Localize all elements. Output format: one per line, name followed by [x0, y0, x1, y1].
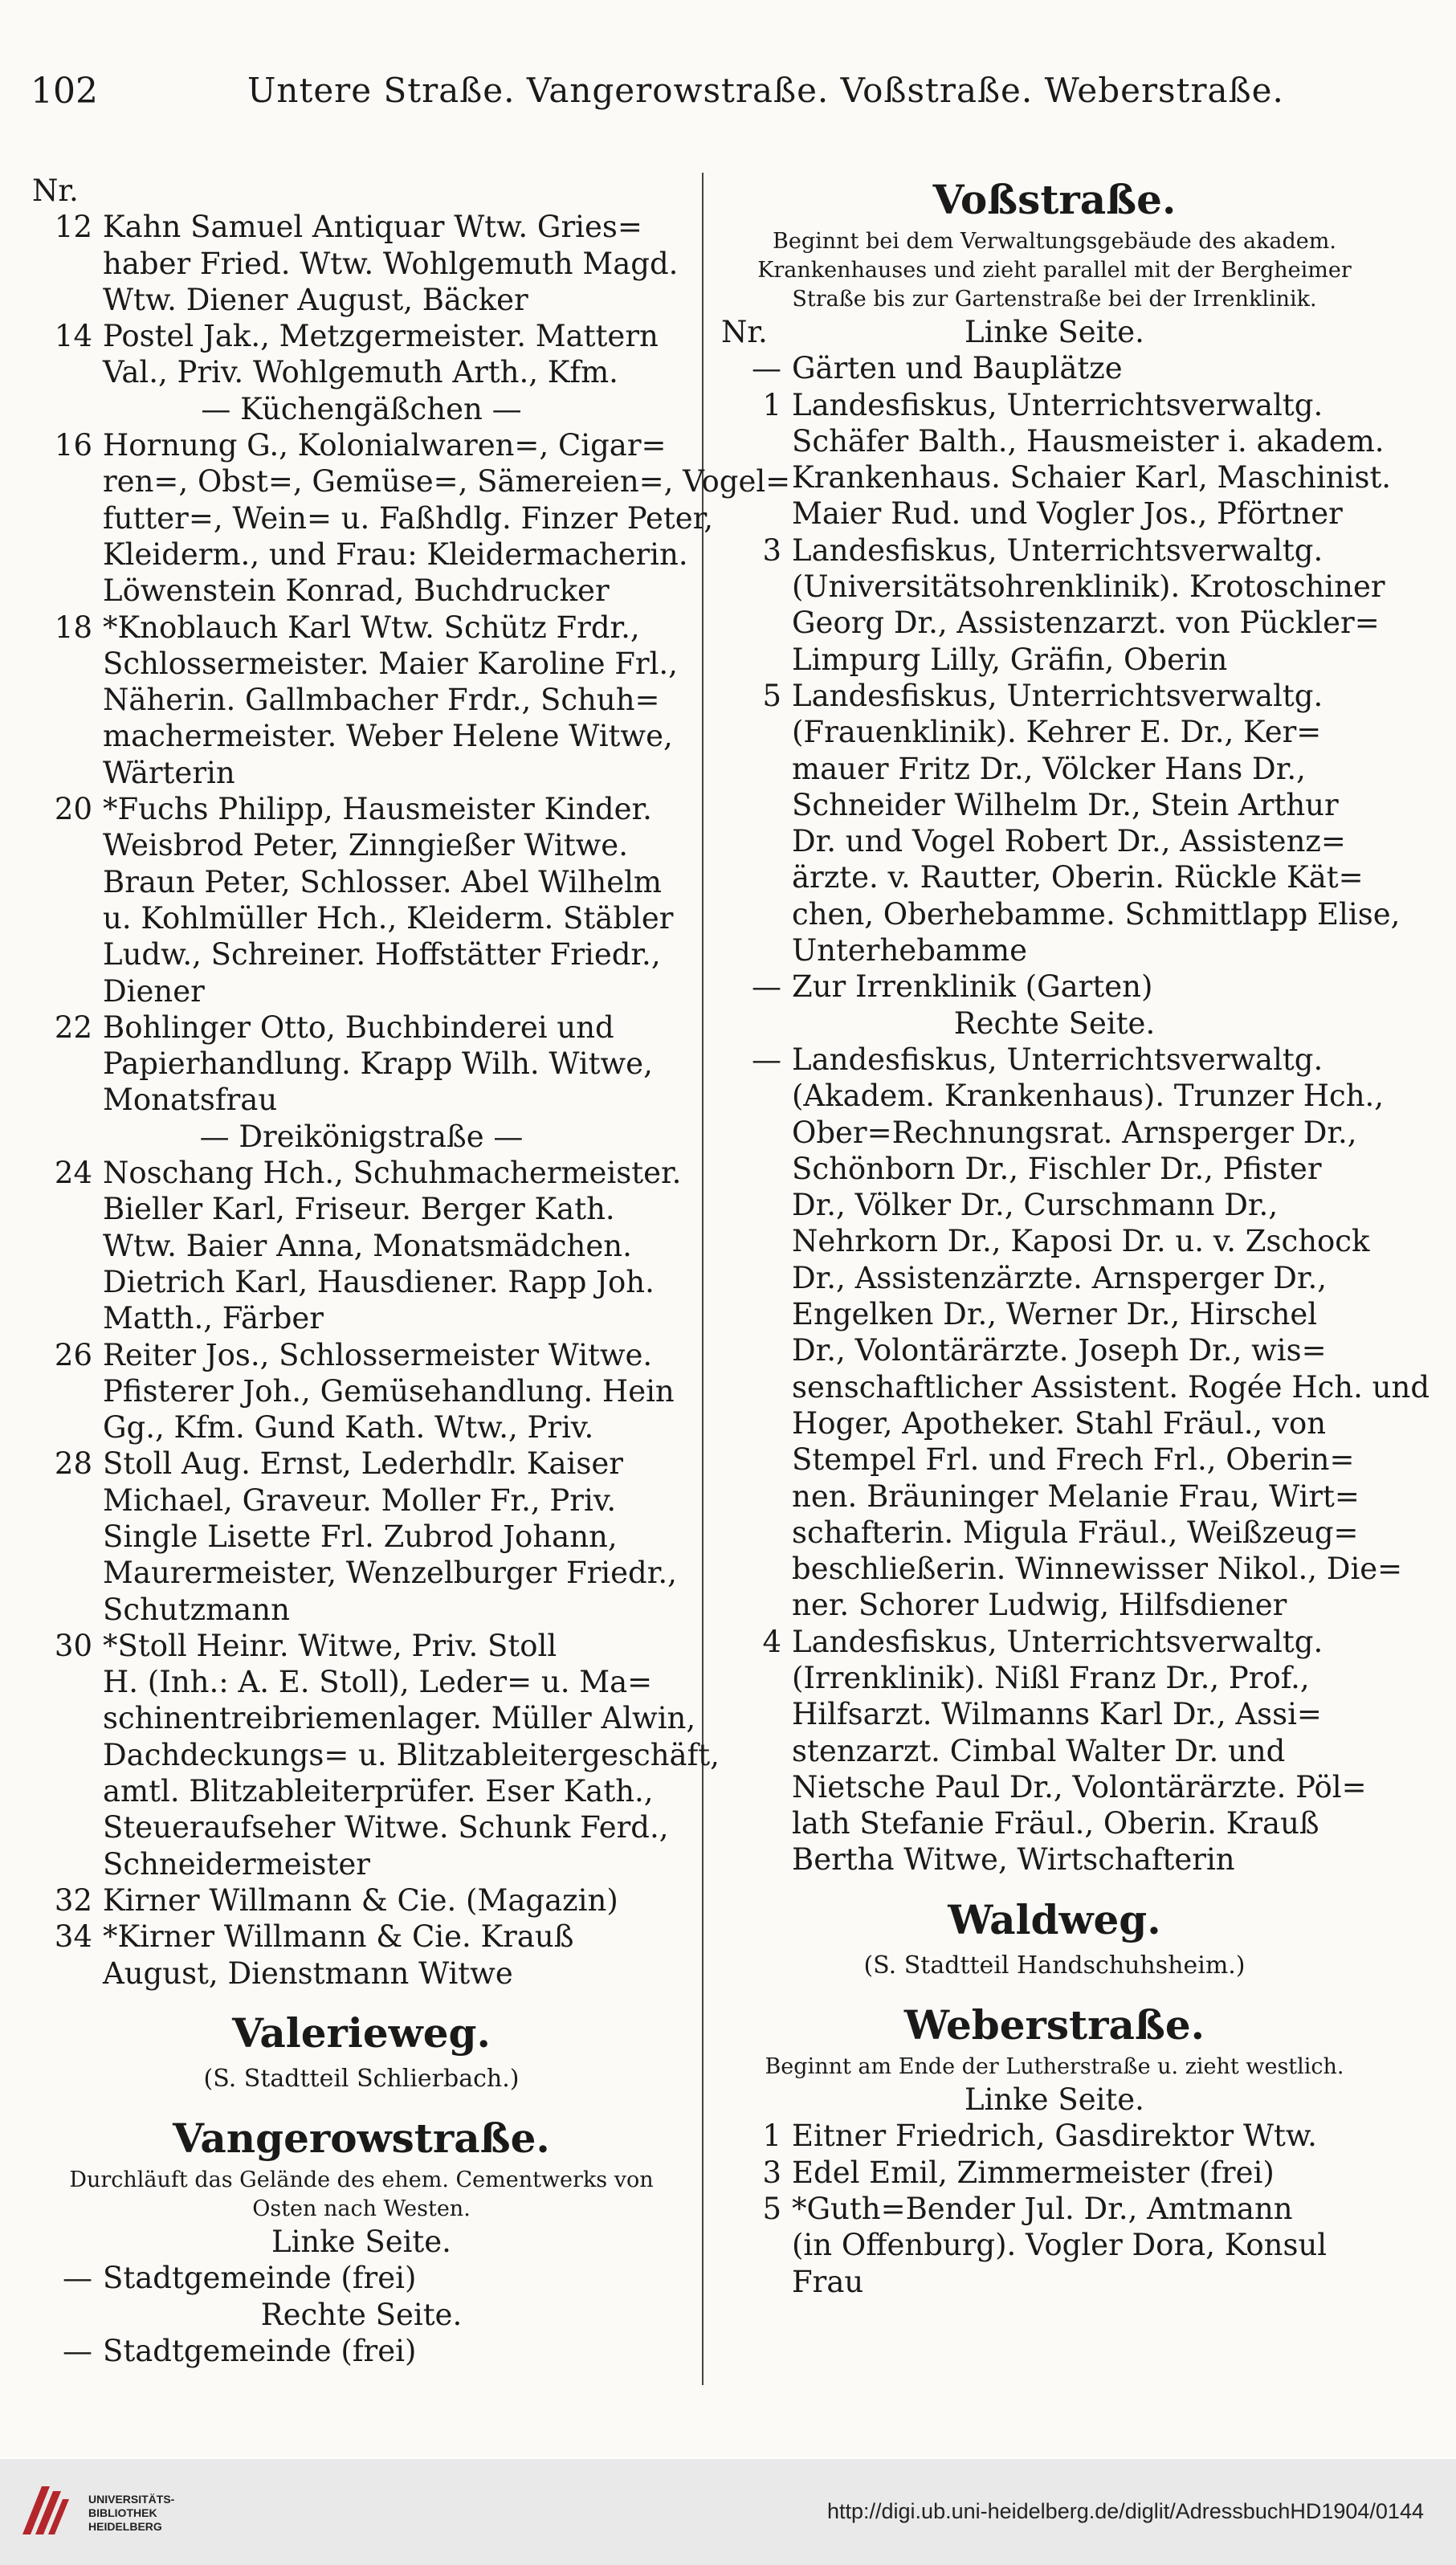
directory-line — [721, 751, 1388, 787]
house-number: 14 — [54, 319, 92, 354]
directory-line — [32, 1628, 691, 1664]
directory-line — [32, 318, 691, 354]
source-url-link[interactable]: http://digi.ub.uni-heidelberg.de/diglit/AdressbuchHD1904/0144 — [826, 2499, 1424, 2523]
entry-text: *Guth=Bender Jul. Dr., Amtmann — [792, 2191, 1293, 2226]
entry-text: schafterin. Migula Fräul., Weißzeug= — [792, 1515, 1359, 1550]
weberstrasse-desc: Beginnt am Ende der Lutherstraße u. zieht westlich. — [765, 2054, 1344, 2080]
house-number: 12 — [54, 210, 92, 245]
directory-line — [32, 1592, 691, 1628]
entry-text: Michael, Graveur. Moller Fr., Priv. — [103, 1482, 617, 1518]
house-number: — — [752, 969, 781, 1005]
weberstrasse-entries — [721, 2118, 1388, 2299]
directory-line — [32, 391, 691, 427]
directory-line — [721, 1769, 1388, 1805]
valerieweg-note: (S. Stadtteil Schlierbach.) — [203, 2064, 520, 2093]
entry-text: Stempel Frl. und Frech Frl., Oberin= — [792, 1442, 1355, 1478]
entry-text: Nietsche Paul Dr., Volontärärzte. Pöl= — [792, 1769, 1367, 1804]
directory-line — [721, 678, 1388, 714]
entry-text: mauer Fritz Dr., Völcker Hans Dr., — [792, 751, 1306, 786]
entry-text: Reiter Jos., Schlossermeister Witwe. — [103, 1337, 653, 1372]
directory-line — [32, 864, 691, 900]
directory-line — [32, 936, 691, 973]
directory-line — [721, 932, 1388, 969]
directory-line — [32, 718, 691, 754]
library-logo-icon — [18, 2481, 74, 2539]
weberstrasse-left-side: Linke Seite. — [965, 2082, 1144, 2118]
entry-text: ren=, Obst=, Gemüse=, Sämereien=, Vogel= — [103, 464, 791, 500]
entry-text: Dr., Völker Dr., Curschmann Dr., — [792, 1188, 1279, 1223]
vangerowstrasse-left-side: Linke Seite. — [271, 2224, 451, 2260]
house-number: 5 — [762, 2191, 781, 2226]
directory-line — [32, 610, 691, 646]
entry-text: Dr., Volontärärzte. Joseph Dr., wis= — [792, 1333, 1327, 1368]
entry-text: Single Lisette Frl. Zubrod Johann, — [103, 1519, 618, 1554]
entry-text: Braun Peter, Schlosser. Abel Wilhelm — [103, 864, 663, 899]
entry-text: Nehrkorn Dr., Kaposi Dr. u. v. Zschock — [792, 1224, 1370, 1259]
entry-text: Landesfiskus, Unterrichtsverwaltg. — [792, 532, 1323, 568]
entry-text: Postel Jak., Metzgermeister. Mattern — [103, 319, 659, 354]
entry-text: nen. Bräuninger Melanie Frau, Wirt= — [792, 1478, 1360, 1514]
entry-text: chen, Oberhebamme. Schmittlapp Elise, — [792, 896, 1401, 932]
directory-line — [32, 536, 691, 573]
directory-line — [721, 387, 1388, 423]
directory-line — [721, 1587, 1388, 1623]
entry-text: Schneidermeister — [103, 1846, 370, 1882]
directory-line — [32, 1737, 720, 1773]
vossstrasse-desc-3: Straße bis zur Gartenstraße bei der Irrenklinik. — [792, 287, 1317, 312]
house-number: 3 — [762, 2155, 781, 2190]
entry-text: (Irrenklinik). Nißl Franz Dr., Prof., — [792, 1660, 1310, 1695]
vossstrasse-left-side: Linke Seite. — [965, 315, 1144, 349]
entry-text: lath Stefanie Fräul., Oberin. Krauß — [792, 1806, 1319, 1841]
waldweg-note: (S. Stadtteil Handschuhsheim.) — [863, 1951, 1246, 1980]
directory-line — [32, 246, 691, 282]
directory-line — [32, 827, 691, 863]
house-number: 16 — [54, 428, 92, 463]
entry-text: haber Fried. Wtw. Wohlgemuth Magd. — [103, 246, 679, 281]
directory-line — [32, 1700, 696, 1736]
entry-text: Wärterin — [103, 755, 235, 790]
directory-line — [32, 1155, 691, 1191]
cross-street-label: — Küchengäßchen — — [201, 391, 522, 426]
directory-line — [721, 969, 1388, 1005]
entry-text: machermeister. Weber Helene Witwe, — [103, 719, 673, 754]
library-name: UNIVERSITÄTS- BIBLIOTHEK HEIDELBERG — [88, 2493, 175, 2533]
directory-line — [721, 1078, 1388, 1114]
entry-text: *Stoll Heinr. Witwe, Priv. Stoll — [103, 1628, 557, 1663]
entry-text: Wtw. Baier Anna, Monatsmädchen. — [103, 1228, 632, 1263]
viewer-footer — [0, 2459, 1456, 2565]
entry-text: August, Dienstmann Witwe — [103, 1955, 513, 1991]
entry-text: Stoll Aug. Ernst, Lederhdlr. Kaiser — [103, 1446, 623, 1482]
directory-line — [721, 1660, 1388, 1696]
house-number: 28 — [54, 1446, 92, 1482]
entry-text: Landesfiskus, Unterrichtsverwaltg. — [792, 678, 1323, 713]
entry-text: senschaftlicher Assistent. Rogée Hch. und — [792, 1369, 1430, 1405]
entry-text: Maier Rud. und Vogler Jos., Pförtner — [792, 496, 1343, 532]
directory-line — [32, 1955, 691, 1992]
house-number: 5 — [762, 678, 781, 713]
entry-text: Ober=Rechnungsrat. Arnsperger Dr., — [792, 1115, 1357, 1150]
left-column — [32, 173, 791, 2369]
entry-text: Hilfsarzt. Wilmanns Karl Dr., Assi= — [792, 1697, 1322, 1732]
entry-text: *Kirner Willmann & Cie. Krauß — [103, 1919, 574, 1955]
directory-line — [721, 1624, 1388, 1660]
directory-line — [721, 569, 1388, 605]
vossstrasse-subheader — [721, 314, 1388, 350]
directory-line — [32, 1119, 691, 1155]
entry-text: Weisbrod Peter, Zinngießer Witwe. — [103, 828, 628, 863]
directory-line — [32, 1082, 691, 1118]
entry-text: amtl. Blitzableiterprüfer. Eser Kath., — [103, 1774, 654, 1809]
directory-line — [32, 1300, 691, 1336]
directory-line — [32, 682, 691, 718]
entry-text: Hoger, Apotheker. Stahl Fräul., von — [792, 1405, 1327, 1441]
house-number: 26 — [54, 1337, 92, 1372]
directory-line — [721, 896, 1401, 932]
house-number: 4 — [762, 1624, 781, 1659]
directory-line — [32, 463, 791, 500]
entry-text: Schönborn Dr., Fischler Dr., Pfister — [792, 1151, 1322, 1186]
entry-text: Eitner Friedrich, Gasdirektor Wtw. — [792, 2118, 1317, 2154]
directory-line — [721, 823, 1388, 859]
entry-text: Dietrich Karl, Hausdiener. Rapp Joh. — [103, 1264, 655, 1299]
directory-line — [721, 1151, 1388, 1187]
directory-line — [32, 973, 691, 1009]
entry-text: u. Kohlmüller Hch., Kleiderm. Stäbler — [103, 900, 674, 936]
directory-line — [32, 500, 713, 536]
directory-line — [32, 646, 691, 682]
entry-text: beschließerin. Winnewisser Nikol., Die= — [792, 1552, 1403, 1587]
directory-line — [32, 1373, 691, 1409]
directory-line — [721, 2227, 1388, 2263]
entry-text: Näherin. Gallmbacher Frdr., Schuh= — [103, 683, 660, 718]
entry-text: Papierhandlung. Krapp Wilh. Witwe, — [103, 1046, 653, 1082]
vossstrasse-desc-1: Beginnt bei dem Verwaltungsgebäude des akadem. — [773, 229, 1336, 254]
directory-line — [721, 1223, 1388, 1259]
entry-text: Matth., Färber — [103, 1301, 324, 1336]
entry-text: Dr. und Vogel Robert Dr., Assistenz= — [792, 824, 1346, 859]
entry-text: Landesfiskus, Unterrichtsverwaltg. — [792, 1624, 1323, 1659]
directory-line — [32, 1409, 691, 1446]
entry-text: Zur Irrenklinik (Garten) — [792, 969, 1153, 1005]
directory-line — [32, 282, 691, 318]
entry-text: Monatsfrau — [103, 1083, 278, 1118]
vossstrasse-desc-2: Krankenhauses und zieht parallel mit der Bergheimer — [757, 258, 1352, 283]
entry-text: Löwenstein Konrad, Buchdrucker — [103, 573, 610, 609]
directory-line — [721, 1515, 1388, 1551]
directory-line — [721, 1551, 1403, 1587]
vangerowstrasse-right-side: Rechte Seite. — [260, 2297, 463, 2332]
entry-text: stenzarzt. Cimbal Walter Dr. und — [792, 1733, 1286, 1768]
nr-label: Nr. — [32, 173, 79, 208]
entry-text: Edel Emil, Zimmermeister (frei) — [792, 2155, 1275, 2190]
vossstrasse-heading: Voßstraße. — [932, 176, 1177, 223]
entry-text: Kirner Willmann & Cie. (Magazin) — [103, 1882, 618, 1918]
directory-line — [32, 1846, 691, 1882]
directory-line — [32, 900, 691, 936]
entry-text: Noschang Hch., Schuhmachermeister. — [103, 1156, 682, 1191]
vangerowstrasse-right-entry: — Stadtgemeinde (frei) — [63, 2334, 417, 2369]
directory-line — [32, 791, 691, 827]
page-header — [31, 71, 1428, 127]
entry-text: *Fuchs Philipp, Hausmeister Kinder. — [103, 792, 652, 827]
entry-text: Ludw., Schreiner. Hoffstätter Friedr., — [103, 937, 661, 973]
directory-line — [721, 1042, 1388, 1078]
house-number: 3 — [762, 532, 781, 568]
directory-line — [32, 354, 691, 390]
directory-line — [721, 1841, 1388, 1878]
directory-line — [721, 2155, 1388, 2191]
entry-text: Diener — [103, 973, 205, 1009]
directory-line — [32, 209, 691, 245]
valerieweg-heading: Valerieweg. — [232, 2008, 491, 2057]
directory-line — [32, 1882, 691, 1919]
vangerowstrasse-left-entry: — Stadtgemeinde (frei) — [63, 2261, 417, 2296]
entry-text: futter=, Wein= u. Faßhdlg. Finzer Peter, — [103, 500, 713, 536]
entry-text: ner. Schorer Ludwig, Hilfsdiener — [792, 1588, 1287, 1623]
page-title: Untere Straße. Vangerowstraße. Voßstraße. Weberstraße. — [247, 71, 1284, 110]
directory-line — [721, 859, 1388, 895]
directory-line — [721, 1296, 1388, 1332]
directory-line — [32, 1228, 691, 1264]
house-number: — — [752, 351, 781, 386]
directory-line — [721, 423, 1388, 459]
entry-text: Maurermeister, Wenzelburger Friedr., — [103, 1556, 677, 1591]
directory-line — [721, 350, 1388, 386]
page-number: 102 — [31, 71, 98, 112]
house-number: 32 — [54, 1882, 92, 1918]
entry-text: Dachdeckungs= u. Blitzableitergeschäft, — [103, 1737, 720, 1772]
directory-line — [721, 1805, 1388, 1841]
directory-line — [721, 459, 1392, 495]
entry-text: Landesfiskus, Unterrichtsverwaltg. — [792, 387, 1323, 422]
entry-text: Bertha Witwe, Wirtschafterin — [792, 1842, 1235, 1878]
entry-text: (Universitätsohrenklinik). Krotoschiner — [792, 569, 1385, 605]
directory-line — [32, 1446, 691, 1482]
entry-text: Engelken Dr., Werner Dr., Hirschel — [792, 1297, 1318, 1332]
right-column — [721, 173, 1430, 2300]
entry-text: Schutzmann — [103, 1592, 290, 1627]
weberstrasse-heading: Weberstraße. — [903, 2001, 1205, 2049]
directory-line — [32, 1519, 691, 1555]
directory-line — [32, 1482, 691, 1519]
directory-line — [32, 1919, 691, 1955]
entry-text: Frau — [792, 2264, 864, 2299]
entry-text: Kleiderm., und Frau: Kleidermacherin. — [103, 536, 688, 572]
directory-line — [721, 2191, 1388, 2227]
entry-text: Dr., Assistenzärzte. Arnsperger Dr., — [792, 1260, 1328, 1295]
house-number: 1 — [762, 387, 781, 422]
entry-text: Krankenhaus. Schaier Karl, Maschinist. — [792, 460, 1392, 495]
vangerowstrasse-desc-1: Durchläuft das Gelände des ehem. Cementwerks von — [69, 2167, 654, 2193]
directory-line — [721, 1332, 1388, 1368]
entry-text: Schneider Wilhelm Dr., Stein Arthur — [792, 787, 1339, 822]
directory-line — [721, 1733, 1388, 1769]
entry-text: *Knoblauch Karl Wtw. Schütz Frdr., — [103, 610, 640, 645]
entry-text: Landesfiskus, Unterrichtsverwaltg. — [792, 1042, 1323, 1077]
directory-line — [32, 1555, 691, 1591]
directory-line — [32, 1773, 691, 1809]
directory-line — [721, 1369, 1430, 1405]
directory-line — [32, 1664, 691, 1700]
entry-text: Unterhebamme — [792, 933, 1028, 969]
house-number: 20 — [54, 792, 92, 827]
house-number: 30 — [54, 1628, 92, 1663]
directory-line — [721, 642, 1388, 678]
directory-line — [32, 427, 691, 463]
directory-line — [32, 573, 691, 609]
entry-text: (Frauenklinik). Kehrer E. Dr., Ker= — [792, 715, 1322, 750]
vangerowstrasse-desc-2: Osten nach Westen. — [252, 2196, 471, 2222]
directory-line — [721, 1405, 1388, 1442]
vossstrasse-left-entries — [721, 350, 1401, 1005]
directory-line — [32, 755, 691, 791]
entry-text: Gärten und Bauplätze — [792, 351, 1123, 386]
house-number: 34 — [54, 1919, 92, 1955]
directory-line — [721, 1478, 1388, 1515]
entry-text: (Akadem. Krankenhaus). Trunzer Hch., — [792, 1079, 1385, 1114]
directory-line — [32, 1809, 691, 1845]
directory-line — [721, 1696, 1388, 1732]
entry-text: Wtw. Diener August, Bäcker — [103, 282, 528, 317]
entry-text: schinentreibriemenlager. Müller Alwin, — [103, 1701, 696, 1736]
entry-text: Bohlinger Otto, Buchbinderei und — [103, 1009, 614, 1045]
entry-text: H. (Inh.: A. E. Stoll), Leder= u. Ma= — [103, 1665, 653, 1700]
entry-text: Schlossermeister. Maier Karoline Frl., — [103, 646, 678, 681]
directory-line — [721, 1115, 1388, 1151]
nr-label: Nr. — [721, 315, 768, 349]
entry-text: Gg., Kfm. Gund Kath. Wtw., Priv. — [103, 1410, 594, 1446]
directory-line — [32, 1264, 691, 1300]
entry-text: Schäfer Balth., Hausmeister i. akadem. — [792, 423, 1385, 459]
entry-text: Steueraufseher Witwe. Schunk Ferd., — [103, 1810, 669, 1845]
vangerowstrasse-heading: Vangerowstraße. — [173, 2114, 550, 2163]
directory-line — [721, 2264, 1388, 2300]
house-number: 24 — [54, 1156, 92, 1191]
directory-line — [721, 2118, 1388, 2154]
directory-line — [32, 1337, 691, 1373]
directory-line — [32, 1046, 691, 1082]
directory-line — [32, 1009, 691, 1046]
entry-text: Limpurg Lilly, Gräfin, Oberin — [792, 642, 1228, 677]
house-number: 1 — [762, 2118, 781, 2154]
vossstrasse-right-entries — [721, 1042, 1430, 1878]
entry-text: Val., Priv. Wohlgemuth Arth., Kfm. — [103, 355, 618, 390]
directory-line — [721, 495, 1388, 532]
entry-text: Hornung G., Kolonialwaren=, Cigar= — [103, 428, 667, 463]
entry-text: Pfisterer Joh., Gemüsehandlung. Hein — [103, 1373, 675, 1409]
house-number: — — [752, 1042, 781, 1077]
directory-line — [721, 1442, 1388, 1478]
directory-line — [721, 532, 1388, 569]
entry-text: Bieller Karl, Friseur. Berger Kath. — [103, 1192, 615, 1227]
entry-text: Georg Dr., Assistenzarzt. von Pückler= — [792, 606, 1380, 641]
directory-line — [721, 1187, 1388, 1223]
house-number: 18 — [54, 610, 92, 645]
house-number: 22 — [54, 1009, 92, 1045]
directory-line — [32, 1191, 691, 1227]
entry-text: (in Offenburg). Vogler Dora, Konsul — [792, 2228, 1328, 2263]
directory-line — [721, 1260, 1388, 1296]
entry-text: ärzte. v. Rautter, Oberin. Rückle Kät= — [792, 860, 1364, 895]
directory-line — [721, 787, 1388, 823]
directory-line — [721, 605, 1388, 641]
left-entries — [32, 209, 791, 1992]
vossstrasse-right-side: Rechte Seite. — [953, 1005, 1156, 1041]
directory-line — [721, 714, 1388, 750]
entry-text: Kahn Samuel Antiquar Wtw. Gries= — [103, 210, 642, 245]
cross-street-label: — Dreikönigstraße — — [199, 1119, 524, 1154]
waldweg-heading: Waldweg. — [948, 1895, 1161, 1943]
